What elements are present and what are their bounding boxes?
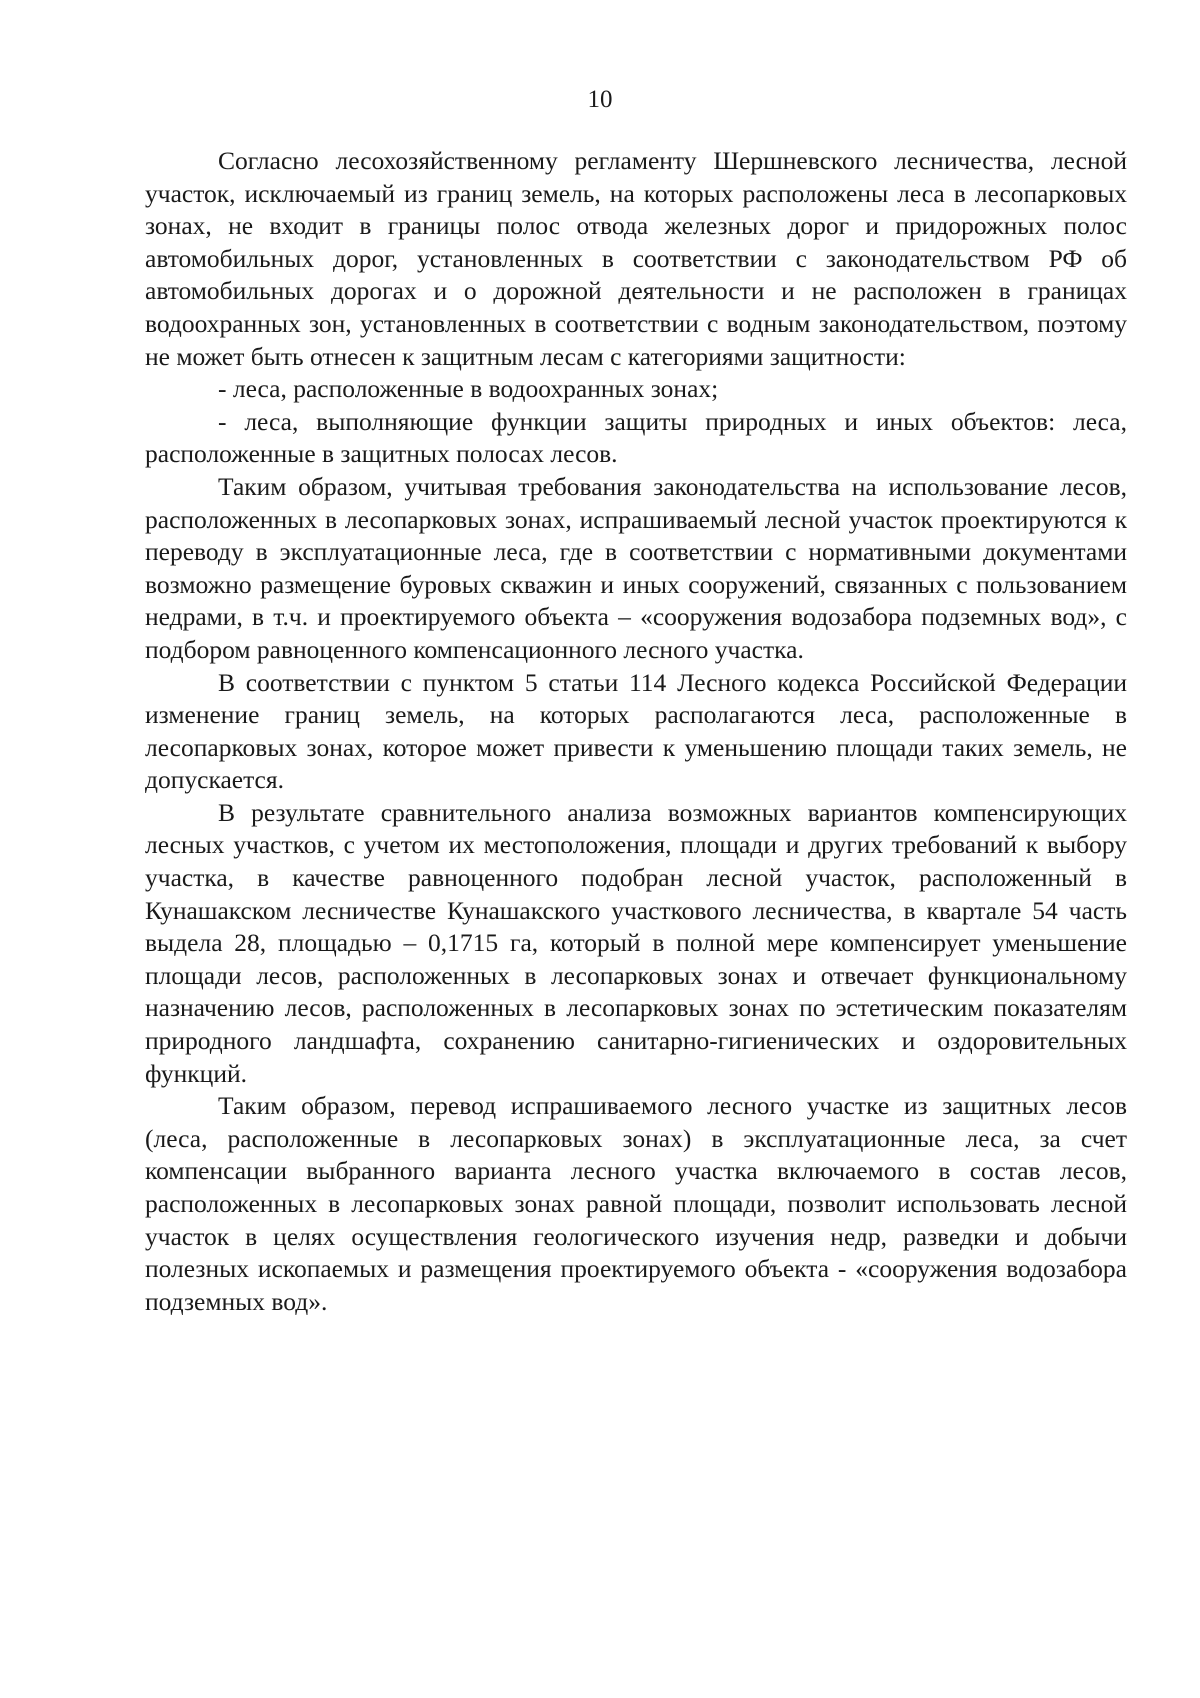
list-item-protective-functions: - леса, выполняющие функции защиты природных и иных объектов: леса, расположенные в защитных полосах лесов. xyxy=(145,406,1127,469)
paragraph-regulation: Согласно лесохозяйственному регламенту Шершневского лесничества, лесной участок, исключаемый из границ земель, на которых расположены леса в лесопарковых зонах, не входит в границы полос отвода железных дорог и придорожных полос автомобильных дорог, установленных в соответствии с законодательством РФ об автомобильных дорогах и о дорожной деятельности и не расположен в границах водоохранных зон, установленных в соответствии с водным законодательством, поэтому не может быть отнесен к защитным лесам с категориями защитности: xyxy=(145,146,1127,371)
document-body xyxy=(145,145,1127,1318)
paragraph-conclusion: Таким образом, перевод испрашиваемого лесного участке из защитных лесов (леса, расположенные в лесопарковых зонах) в эксплуатационные леса, за счет компенсации выбранного варианта лесного участка включаемого в состав лесов, расположенных в лесопарковых зонах равной площади, позволит использовать лесной участок в целях осуществления геологического изучения недр, разведки и добычи полезных ископаемых и размещения проектируемого объекта - «сооружения водозабора подземных вод». xyxy=(145,1091,1127,1316)
list-item-water-protection: - леса, расположенные в водоохранных зонах; xyxy=(218,374,719,404)
paragraph-compensation-analysis: В результате сравнительного анализа возможных вариантов компенсирующих лесных участков, с учетом их местоположения, площади и других требований к выбору участка, в качестве равноценного подобран лесной участок, расположенный в Кунашакском лесничестве Кунашакского участкового лесничества, в квартале 54 часть выдела 28, площадью – 0,1715 га, который в полной мере компенсирует уменьшение площади лесов, расположенных в лесопарковых зонах и отвечает функциональному назначению лесов, расположенных в лесопарковых зонах по эстетическим показателям природного ландшафта, сохранению санитарно-гигиенических и оздоровительных функций. xyxy=(145,797,1127,1088)
page-number: 10 xyxy=(587,86,613,113)
paragraph-transfer-design: Таким образом, учитывая требования законодательства на использование лесов, расположенных в лесопарковых зонах, испрашиваемый лесной участок проектируются к переводу в эксплуатационные леса, где в соответствии с нормативными документами возможно размещение буровых скважин и иных сооружений, связанных с пользованием недрами, в т.ч. и проектируемого объекта – «сооружения водозабора подземных вод», с подбором равноценного компенсационного лесного участка. xyxy=(145,471,1127,664)
paragraph-forest-code: В соответствии с пунктом 5 статьи 114 Лесного кодекса Российской Федерации изменение границ земель, на которых располагаются леса, расположенные в лесопарковых зонах, которое может привести к уменьшению площади таких земель, не допускается. xyxy=(145,667,1127,795)
